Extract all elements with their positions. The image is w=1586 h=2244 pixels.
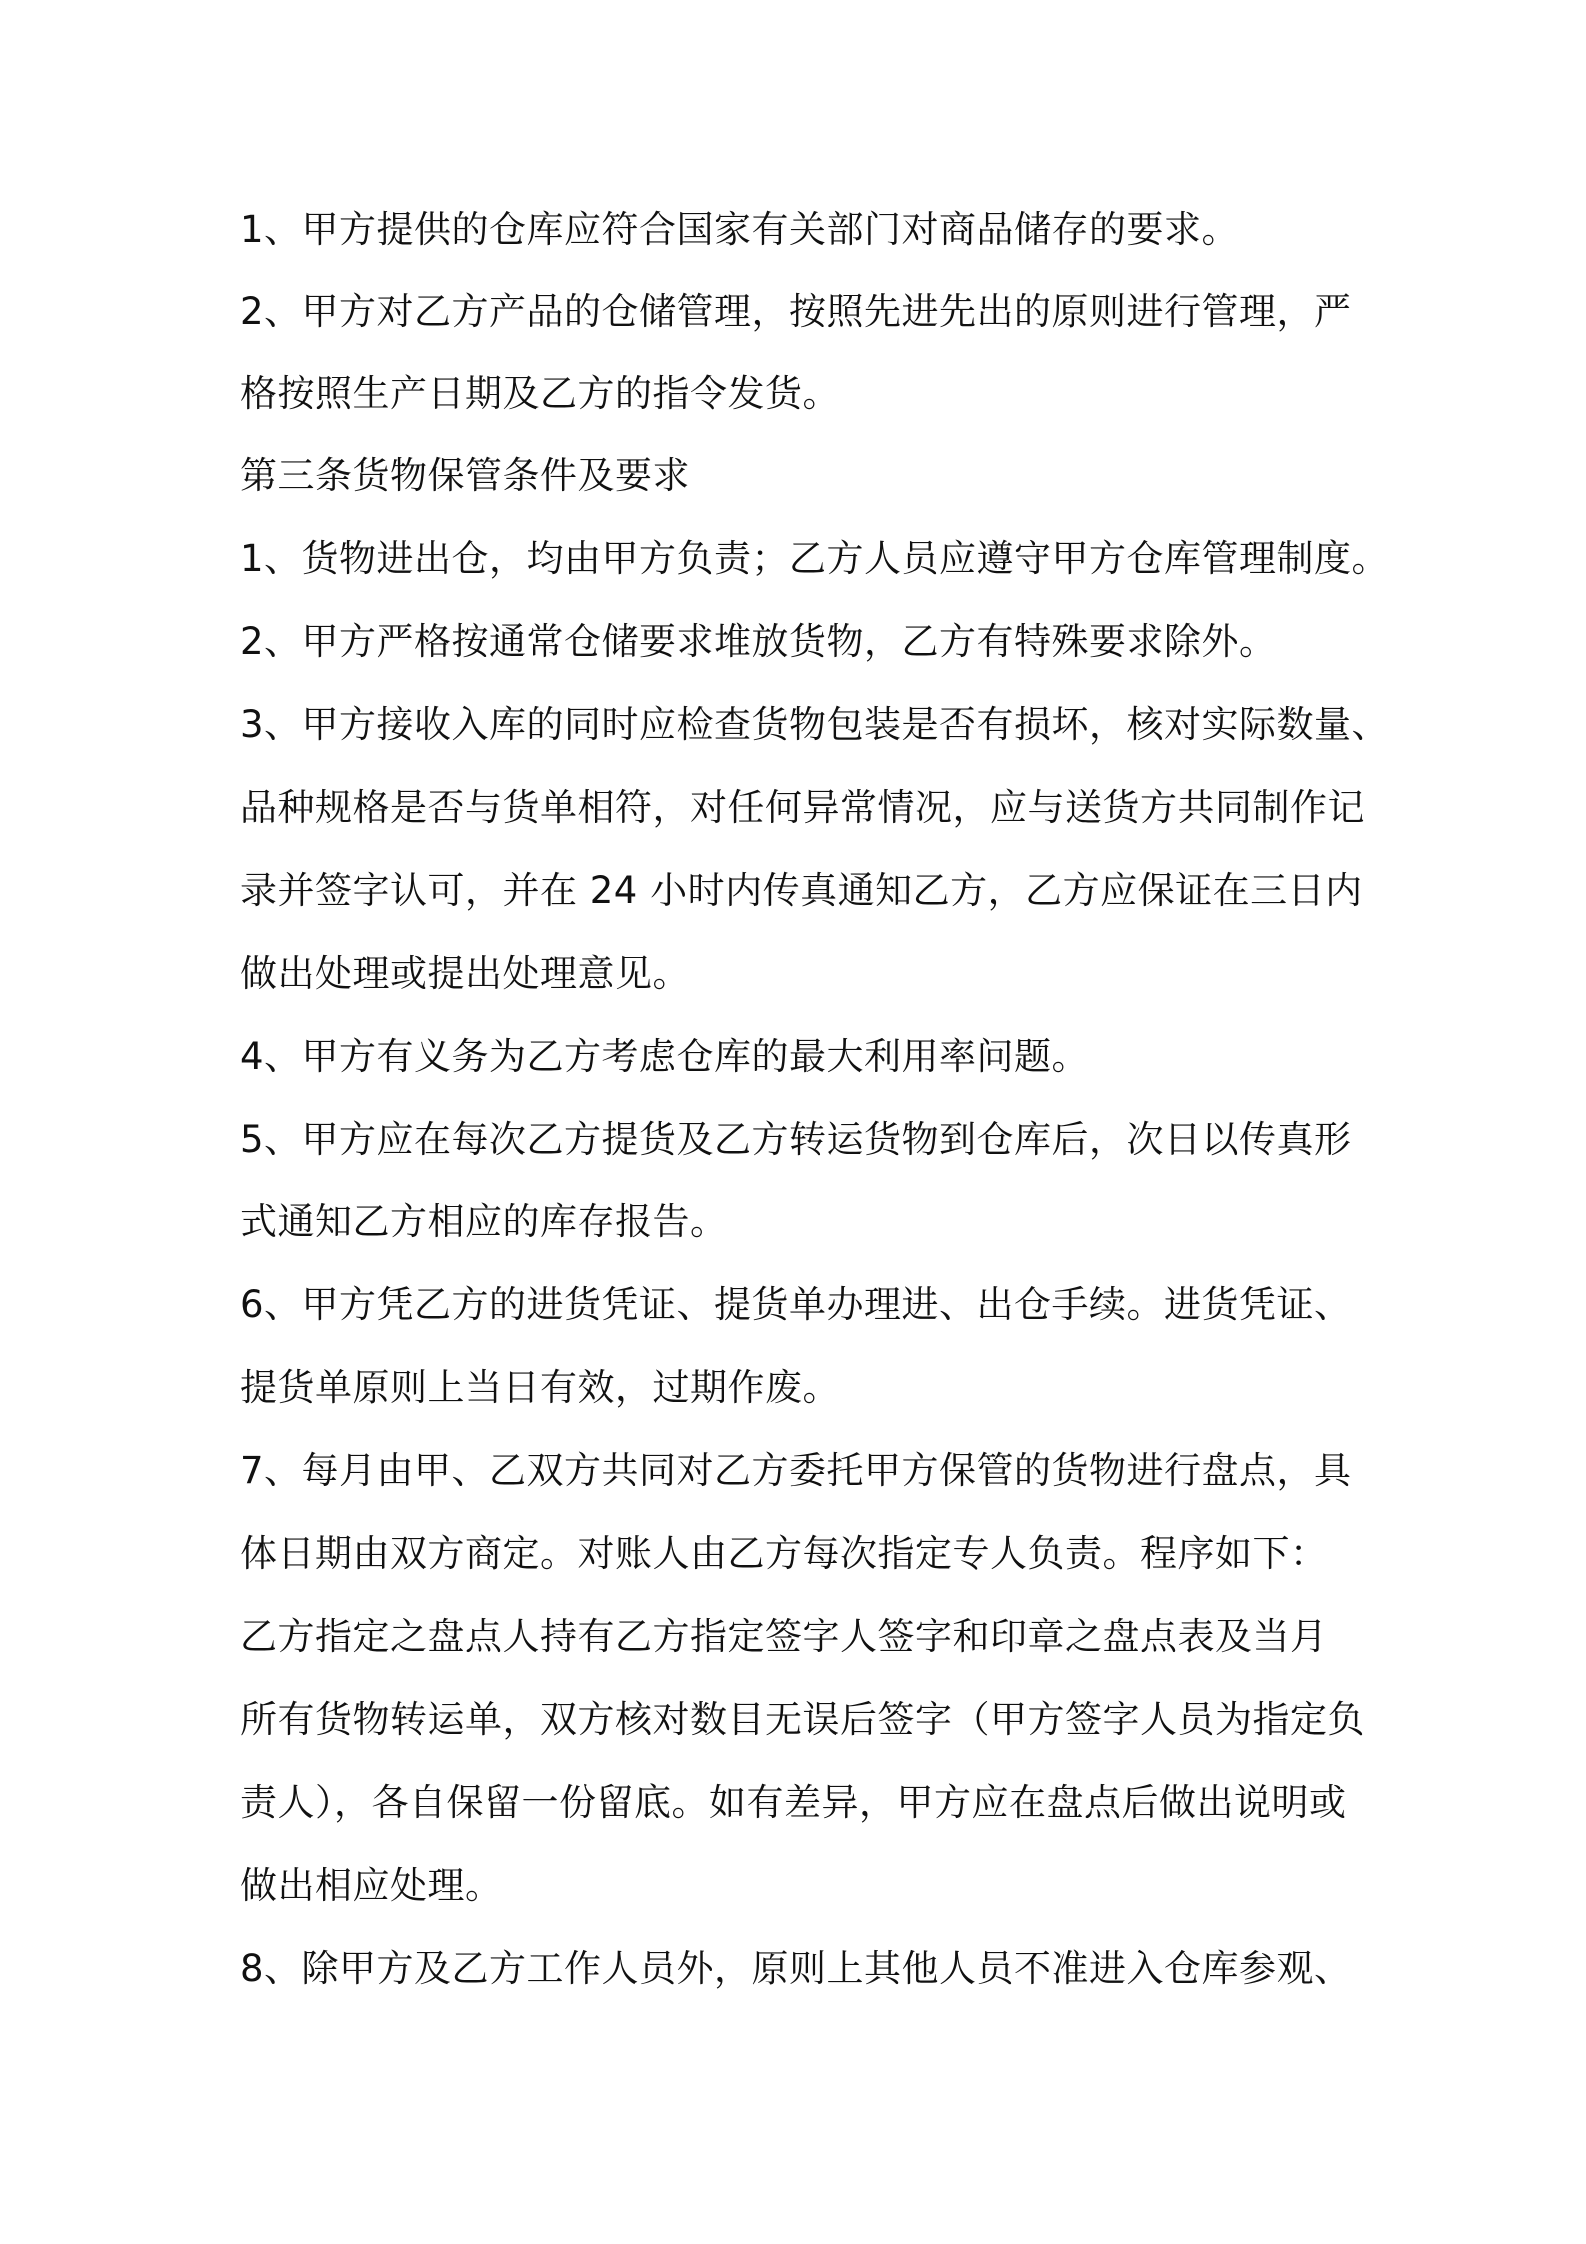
text-line: 所有货物转运单，双方核对数目无误后签字（甲方签字人员为指定负 <box>240 1698 1365 1741</box>
text-line: 1、甲方提供的仓库应符合国家有关部门对商品储存的要求。 <box>240 208 1240 251</box>
text-line: 格按照生产日期及乙方的指令发货。 <box>240 372 840 415</box>
section-heading: 第三条货物保管条件及要求 <box>240 454 690 497</box>
text-line: 品种规格是否与货单相符，对任何异常情况，应与送货方共同制作记 <box>240 786 1365 829</box>
text-line: 责人），各自保留一份留底。如有差异，甲方应在盘点后做出说明或 <box>240 1781 1347 1824</box>
text-line: 2、甲方对乙方产品的仓储管理，按照先进先出的原则进行管理，严 <box>240 290 1352 333</box>
text-line: 式通知乙方相应的库存报告。 <box>240 1200 728 1243</box>
text-line: 4、甲方有义务为乙方考虑仓库的最大利用率问题。 <box>240 1035 1090 1078</box>
text-line: 体日期由双方商定。对账人由乙方每次指定专人负责。程序如下： <box>240 1532 1328 1575</box>
text-line: 乙方指定之盘点人持有乙方指定签字人签字和印章之盘点表及当月 <box>240 1615 1328 1658</box>
text-line: 提货单原则上当日有效，过期作废。 <box>240 1366 840 1409</box>
text-line: 3、甲方接收入库的同时应检查货物包装是否有损坏，核对实际数量、 <box>240 703 1390 746</box>
text-line: 做出处理或提出处理意见。 <box>240 952 690 995</box>
text-line: 做出相应处理。 <box>240 1864 503 1907</box>
text-line: 6、甲方凭乙方的进货凭证、提货单办理进、出仓手续。进货凭证、 <box>240 1283 1352 1326</box>
text-line: 录并签字认可，并在 24 小时内传真通知乙方，乙方应保证在三日内 <box>240 869 1363 912</box>
text-line: 1、货物进出仓，均由甲方负责；乙方人员应遵守甲方仓库管理制度。 <box>240 537 1390 580</box>
text-line: 2、甲方严格按通常仓储要求堆放货物，乙方有特殊要求除外。 <box>240 620 1277 663</box>
text-line: 7、每月由甲、乙双方共同对乙方委托甲方保管的货物进行盘点，具 <box>240 1449 1352 1492</box>
text-line: 5、甲方应在每次乙方提货及乙方转运货物到仓库后，次日以传真形 <box>240 1118 1352 1161</box>
text-line: 8、除甲方及乙方工作人员外，原则上其他人员不准进入仓库参观、 <box>240 1947 1352 1990</box>
